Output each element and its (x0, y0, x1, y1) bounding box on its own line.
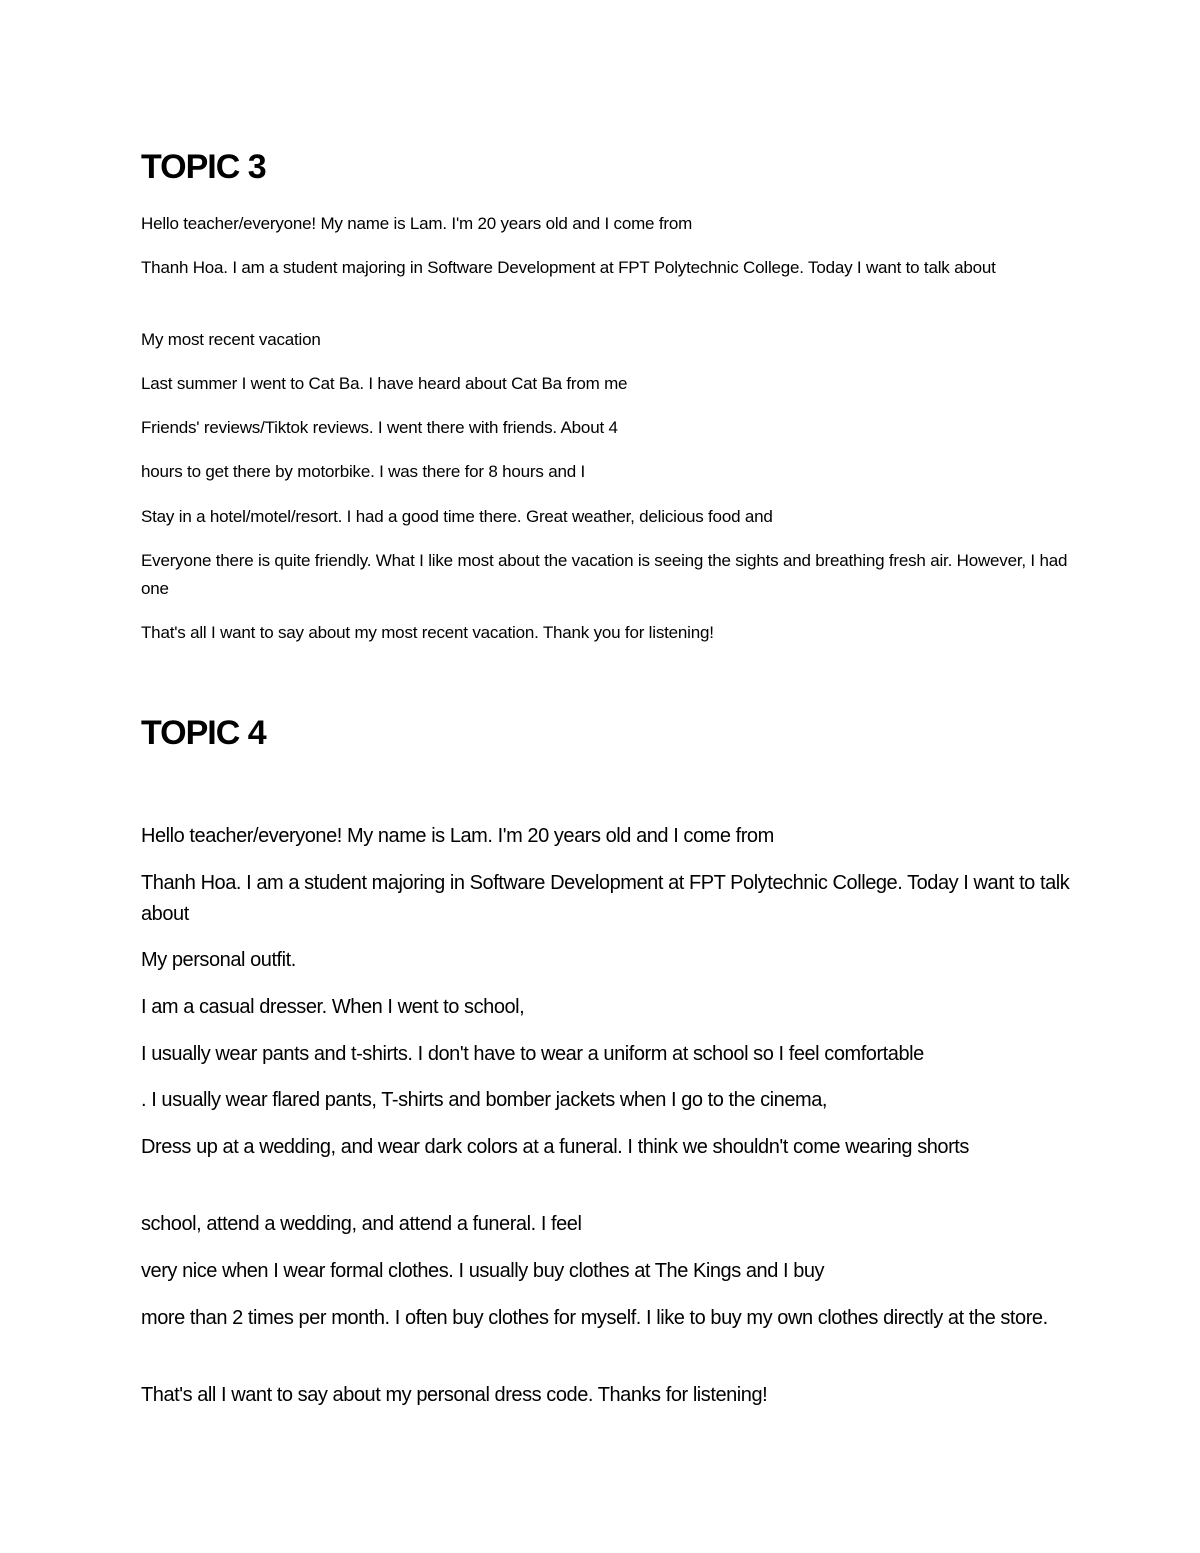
topic-3-paragraph: Everyone there is quite friendly. What I like most about the vacation is seeing the sights and breathing fresh air. However, I had one (141, 551, 1068, 598)
topic-3-paragraph: Thanh Hoa. I am a student majoring in Software Development at FPT Polytechnic College. Today I want to talk about (141, 258, 996, 277)
topic-3-paragraph: hours to get there by motorbike. I was there for 8 hours and I (141, 462, 586, 481)
topic-4-heading: TOPIC 4 (141, 714, 266, 752)
topic-4-paragraph: Hello teacher/everyone! My name is Lam. I'm 20 years old and I come from (141, 825, 774, 847)
topic-3-heading: TOPIC 3 (141, 148, 266, 186)
topic-4-paragraph: very nice when I wear formal clothes. I usually buy clothes at The Kings and I buy (141, 1260, 825, 1282)
topic-4-paragraph: Thanh Hoa. I am a student majoring in Software Development at FPT Polytechnic College. Today I want to talk about (141, 872, 1070, 925)
topic-4-paragraph: I usually wear pants and t-shirts. I don't have to wear a uniform at school so I feel comfortable (141, 1043, 924, 1065)
topic-3-paragraph: That's all I want to say about my most recent vacation. Thank you for listening! (141, 623, 714, 642)
topic-4-paragraph: more than 2 times per month. I often buy clothes for myself. I like to buy my own clothes directly at the store. (141, 1307, 1048, 1329)
topic-3-paragraph: Friends' reviews/Tiktok reviews. I went there with friends. About 4 (141, 418, 618, 437)
topic-4-paragraph: I am a casual dresser. When I went to school, (141, 996, 525, 1018)
topic-3-paragraph: Last summer I went to Cat Ba. I have heard about Cat Ba from me (141, 374, 628, 393)
topic-4-paragraph: . I usually wear flared pants, T-shirts and bomber jackets when I go to the cinema, (141, 1089, 827, 1111)
topic-3-paragraph: Hello teacher/everyone! My name is Lam. I'm 20 years old and I come from (141, 214, 693, 233)
topic-3-paragraph: My most recent vacation (141, 330, 321, 349)
topic-3-paragraph: Stay in a hotel/motel/resort. I had a good time there. Great weather, delicious food and (141, 507, 773, 526)
topic-4-paragraph: That's all I want to say about my personal dress code. Thanks for listening! (141, 1384, 768, 1406)
topic-4-paragraph: Dress up at a wedding, and wear dark colors at a funeral. I think we shouldn't come wearing shorts (141, 1136, 969, 1158)
topic-4-paragraph: My personal outfit. (141, 949, 296, 971)
topic-4-paragraph: school, attend a wedding, and attend a funeral. I feel (141, 1213, 582, 1235)
